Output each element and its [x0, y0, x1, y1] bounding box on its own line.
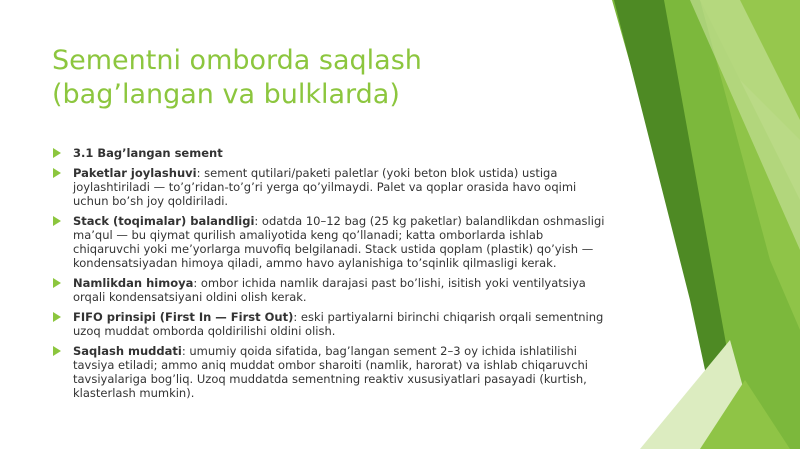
- slide-title: [52, 44, 612, 112]
- title-line-2: (bag’langan va bulklarda): [52, 79, 400, 110]
- bullet-arrow-icon: [53, 216, 61, 226]
- bullet-label: Saqlash muddati: [73, 344, 182, 358]
- bullet-label: Namlikdan himoya: [73, 276, 194, 290]
- bullet-text: : ombor ichida namlik darajasi past bo’lishi, isitish yoki ventilyatsiya orqali kondensatsiyani oldini olish kerak.: [73, 276, 586, 304]
- bullet-arrow-icon: [53, 148, 61, 158]
- bullet-arrow-icon: [53, 278, 61, 288]
- bullet-label: FIFO prinsipi (First In — First Out): [73, 310, 294, 324]
- bullet-arrow-icon: [53, 168, 61, 178]
- bullet-item: [53, 310, 613, 338]
- bullet-label: Paketlar joylashuvi: [73, 166, 197, 180]
- bullet-text: : eski partiyalarni birinchi chiqarish orqali sementning uzoq muddat omborda qoldirilishi oldini olish.: [73, 310, 604, 338]
- bullet-list: [53, 146, 613, 406]
- bullet-label: Stack (toqimalar) balandligi: [73, 214, 255, 228]
- bullet-text: : umumiy qoida sifatida, bag’langan sement 2–3 oy ichida ishlatilishi tavsiya etiladi; ammo aniq muddat ombor sharoiti (namlik, harorat) va ishlab chiqaruvchi tavsiyalariga bog’liq. Uzoq muddatda sementning reaktiv xususiyatlari pasayadi (kurtish, klasterlash mumkin).: [73, 344, 589, 400]
- bullet-item: [53, 146, 613, 160]
- bullet-text: : odatda 10–12 bag (25 kg paketlar) balandlikdan oshmasligi ma’qul — bu qiymat qurilish amaliyotida keng qo’llanadi; katta omborlarda ishlab chiqaruvchi yoki me’yorlarga muvofiq belgilanadi. Stack ustida qoplam (plastik) qo’yish — kondensatsiyadan himoya qiladi, ammo havo aylanishiga to’sqinlik qilmasligi kerak.: [73, 214, 605, 270]
- bullet-label: 3.1 Bag’langan sement: [73, 146, 223, 160]
- bullet-text: : sement qutilari/paketi paletlar (yoki beton blok ustida) ustiga joylashtiriladi — to’g’ridan-to’g’ri yerga qo’yilmaydi. Palet va qoplar orasida havo oqimi uchun bo’sh joy qoldiriladi.: [73, 166, 577, 208]
- bullet-arrow-icon: [53, 312, 61, 322]
- bullet-arrow-icon: [53, 346, 61, 356]
- bullet-item: [53, 214, 613, 270]
- bullet-item: [53, 344, 613, 400]
- bullet-item: [53, 166, 613, 208]
- bullet-item: [53, 276, 613, 304]
- title-line-1: Sementni omborda saqlash: [52, 45, 422, 76]
